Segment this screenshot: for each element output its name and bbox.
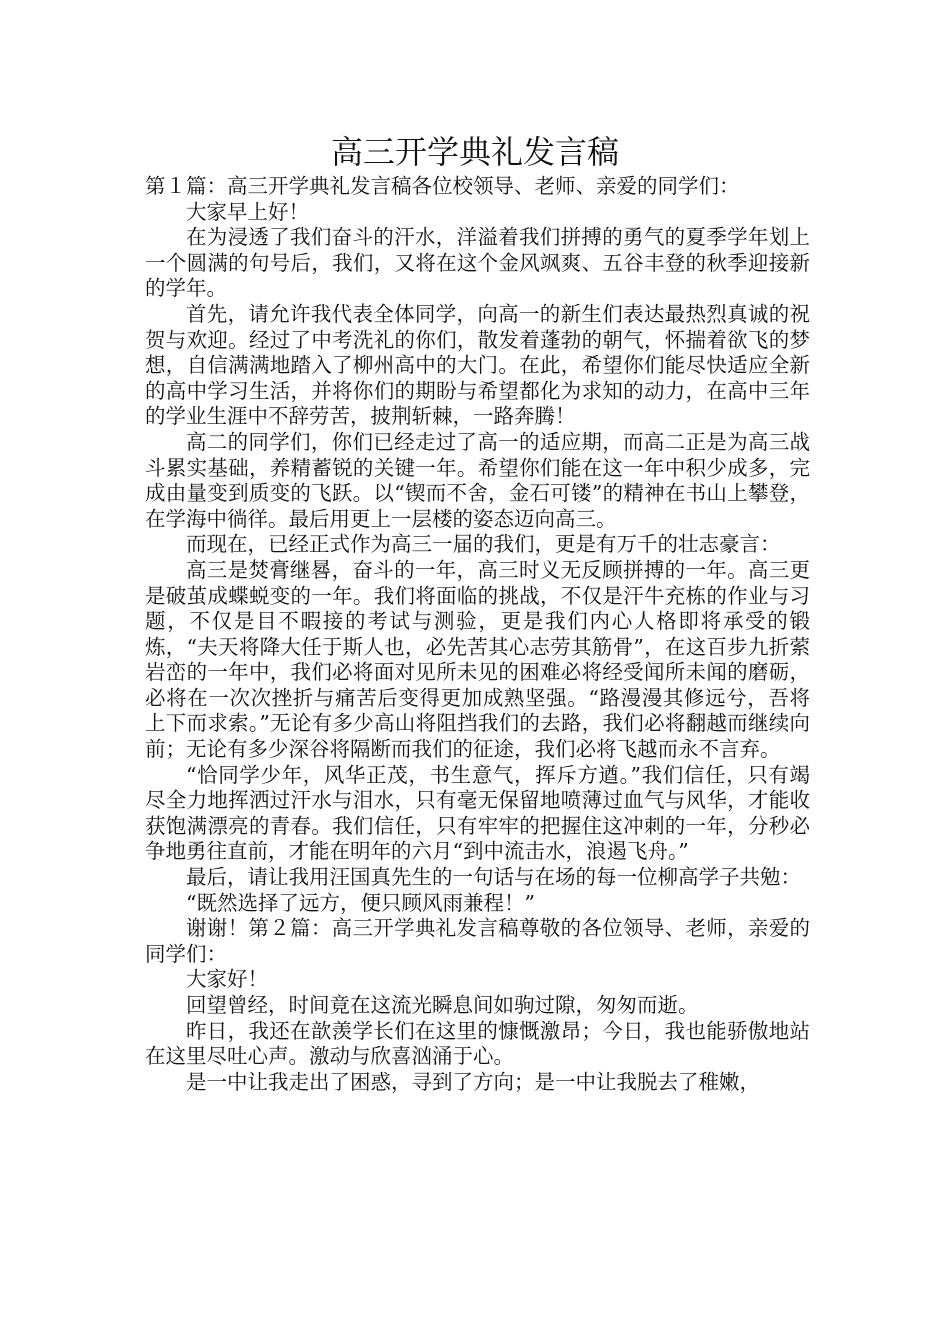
paragraph: 最后，请让我用汪国真先生的一句话与在场的每一位柳高学子共勉：: [186, 865, 801, 890]
paragraph: 在为浸透了我们奋斗的汗水，洋溢着我们拼搏的勇气的夏季学年划上一个圆满的句号后，我们，又将在这个金风飒爽、五谷丰登的秋季迎接新的学年。: [145, 225, 810, 301]
paragraph: 大家早上好！: [186, 199, 309, 224]
paragraph: “既然选择了远方，便只顾风雨兼程！”: [186, 890, 535, 915]
paragraph: 首先，请允许我代表全体同学，向高一的新生们表达最热烈真诚的祝贺与欢迎。经过了中考洗礼的你们，散发着蓬勃的朝气，怀揣着欲飞的梦想，自信满满地踏入了柳州高中的大门。在此，希望你们能尽快适应全新的高中学习生活，并将你们的期盼与希望都化为求知的动力，在高中三年的学业生涯中不辞劳苦，披荆斩棘，一路奔腾！: [145, 301, 810, 429]
paragraph: 而现在，已经正式作为高三一届的我们，更是有万千的壮志豪言：: [186, 532, 781, 557]
paragraph: 高二的同学们，你们已经走过了高一的适应期，而高二正是为高三战斗累实基础，养精蓄锐的关键一年。希望你们能在这一年中积少成多，完成由量变到质变的飞跃。以“锲而不舍，金石可镂”的精神在书山上攀登，在学海中徜徉。最后用更上一层楼的姿态迈向高三。: [145, 429, 810, 531]
paragraph: “恰同学少年，风华正茂，书生意气，挥斥方遒。”我们信任，只有竭尽全力地挥洒过汗水与泪水，只有毫无保留地喷薄过血气与风华，才能收获饱满漂亮的青春。我们信任，只有牢牢的把握住这冲刺的一年，分秒必争地勇往直前，才能在明年的六月“到中流击水，浪遏飞舟。”: [145, 762, 810, 864]
paragraph: 高三是焚膏继晷，奋斗的一年，高三时义无反顾拼搏的一年。高三更是破茧成蝶蜕变的一年。我们将面临的挑战，不仅是汗牛充栋的作业与习题，不仅是目不暇接的考试与测验，更是我们内心人格即将承受的锻炼，“夫天将降大任于斯人也，必先苦其心志劳其筋骨”，在这百步九折萦岩峦的一年中，我们必将面对见所未见的困难必将经受闻所未闻的磨砺，必将在一次次挫折与痛苦后变得更加成熟坚强。“路漫漫其修远兮，吾将上下而求索。”无论有多少高山将阻挡我们的去路，我们必将翻越而继续向前；无论有多少深谷将隔断而我们的征途，我们必将飞越而永不言弃。: [145, 557, 810, 762]
document-title: 高三开学典礼发言稿: [330, 133, 619, 171]
paragraph: 昨日，我还在歆羡学长们在这里的慷慨激昂；今日，我也能骄傲地站在这里尽吐心声。激动与欣喜汹涌于心。: [145, 1018, 810, 1069]
document-body: [145, 174, 810, 1095]
paragraph: 是一中让我走出了困惑，寻到了方向；是一中让我脱去了稚嫩，: [186, 1069, 760, 1094]
paragraph: 第１篇：高三开学典礼发言稿各位校领导、老师、亲爱的同学们：: [145, 174, 740, 198]
paragraph: 谢谢！第２篇：高三开学典礼发言稿尊敬的各位领导、老师，亲爱的同学们：: [145, 916, 810, 966]
paragraph: 回望曾经，时间竟在这流光瞬息间如驹过隙，匆匆而逝。: [186, 993, 699, 1017]
paragraph: 大家好！: [186, 967, 268, 992]
